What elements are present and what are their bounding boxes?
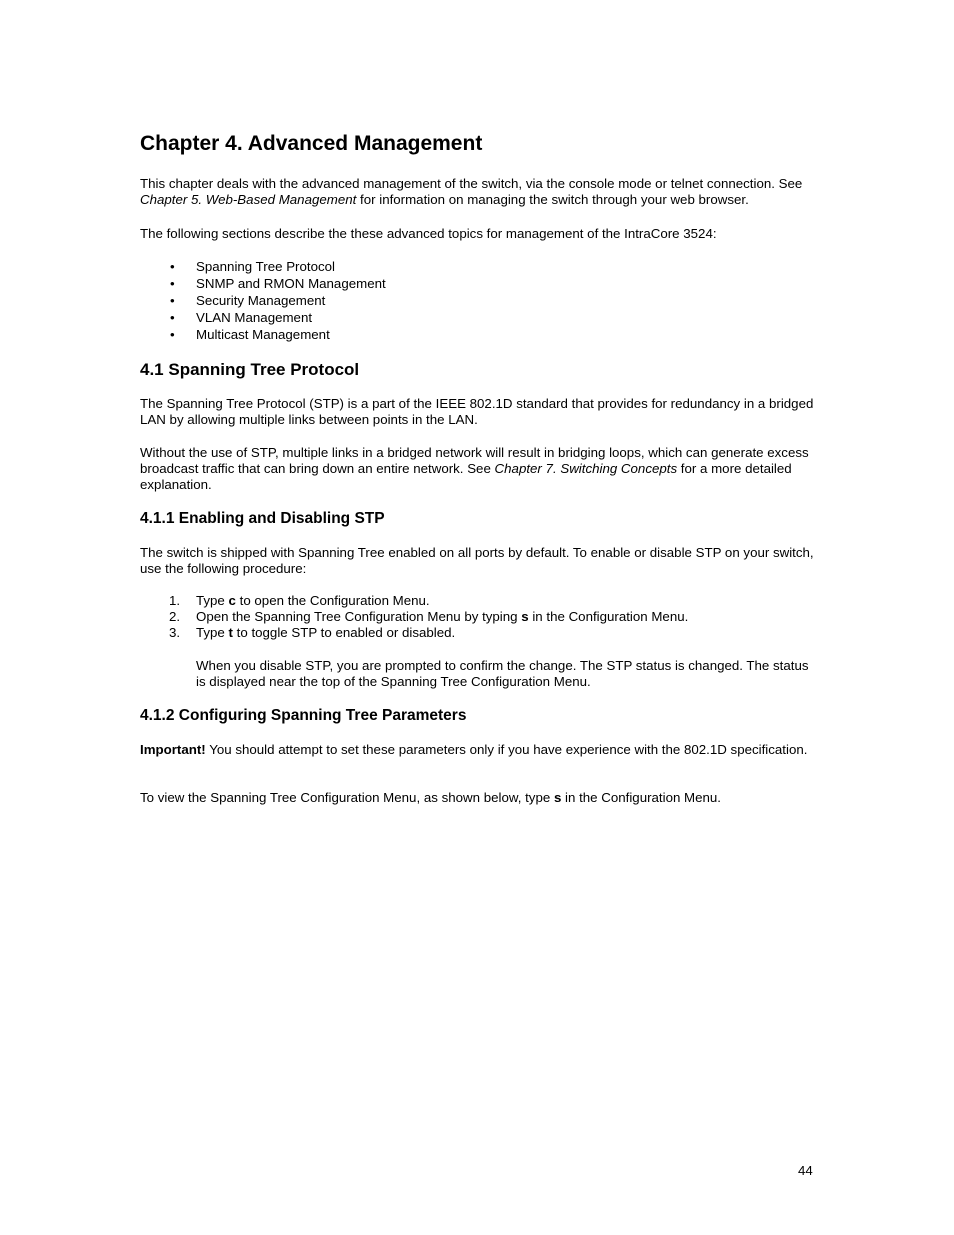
- key-t: t: [228, 625, 233, 640]
- enable-stp-paragraph: The switch is shipped with Spanning Tree enabled on all ports by default. To enable or disable STP on your switch, use the following procedure:: [140, 545, 814, 576]
- intro-paragraph-1: This chapter deals with the advanced management of the switch, via the console mode or telnet connection. See Chapter 5. Web-Based Management for information on managing the switch through your web browser.: [140, 176, 803, 207]
- procedure-steps: [140, 593, 688, 641]
- list-item: • Multicast Management: [170, 327, 330, 342]
- key-s: s: [521, 609, 529, 624]
- list-item: • Spanning Tree Protocol: [170, 259, 335, 274]
- list-item: • Security Management: [170, 293, 326, 308]
- list-item: • VLAN Management: [170, 310, 313, 325]
- section-4-1-1-heading: 4.1.1 Enabling and Disabling STP: [140, 510, 385, 527]
- stp-paragraph-2: Without the use of STP, multiple links in a bridged network will result in bridging loops, which can generate excess broadcast traffic that can bring down an entire network. See Chapter 7. Switching Concepts for a more detailed explanation.: [140, 445, 809, 492]
- section-4-1-2-heading: 4.1.2 Configuring Spanning Tree Parameters: [140, 707, 467, 724]
- page-number: 44: [798, 1163, 813, 1178]
- key-c: c: [228, 593, 236, 608]
- chapter-7-reference: Chapter 7. Switching Concepts: [494, 461, 678, 476]
- stp-paragraph-1: The Spanning Tree Protocol (STP) is a part of the IEEE 802.1D standard that provides for redundancy in a bridged LAN by allowing multiple links between points in the LAN.: [140, 396, 814, 427]
- topics-list: [140, 258, 386, 343]
- disable-stp-note: When you disable STP, you are prompted to confirm the change. The STP status is changed. The status is displayed near the top of the Spanning Tree Configuration Menu.: [196, 658, 809, 689]
- list-item: • SNMP and RMON Management: [170, 276, 386, 291]
- list-item: 1. Type c to open the Configuration Menu.: [169, 593, 430, 608]
- list-item: 2. Open the Spanning Tree Configuration Menu by typing s in the Configuration Menu.: [169, 609, 689, 624]
- bullet-icon: •: [170, 293, 175, 308]
- list-item: 3. Type t to toggle STP to enabled or disabled.: [169, 625, 456, 640]
- view-menu-paragraph: To view the Spanning Tree Configuration Menu, as shown below, type s in the Configuration Menu.: [140, 790, 722, 805]
- bullet-icon: •: [170, 310, 175, 325]
- bullet-icon: •: [170, 276, 175, 291]
- important-label: Important!: [140, 742, 206, 757]
- key-s: s: [553, 790, 562, 805]
- important-paragraph: Important! You should attempt to set these parameters only if you have experience with the 802.1D specification.: [140, 742, 808, 757]
- bullet-icon: •: [170, 259, 175, 274]
- intro-paragraph-2: The following sections describe the these advanced topics for management of the IntraCore 3524:: [140, 226, 717, 241]
- chapter-5-reference: Chapter 5. Web-Based Management: [140, 192, 357, 207]
- bullet-icon: •: [170, 327, 175, 342]
- section-4-1-heading: 4.1 Spanning Tree Protocol: [140, 360, 360, 379]
- chapter-title: Chapter 4. Advanced Management: [140, 132, 483, 155]
